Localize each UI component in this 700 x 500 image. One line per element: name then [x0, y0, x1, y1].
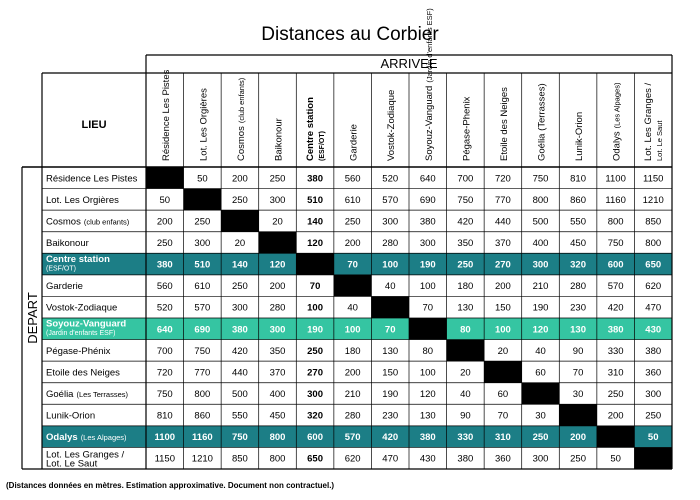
distance-cell: 570	[344, 432, 361, 444]
distance-cell: 100	[494, 324, 511, 336]
distance-cell: 370	[269, 367, 286, 379]
row-label	[46, 389, 129, 400]
distance-cell: 280	[344, 410, 361, 422]
distance-cell: 70	[422, 302, 434, 314]
row-label-main: Cosmos	[46, 216, 81, 228]
row-label-main: Odalys	[46, 432, 78, 444]
distance-cell: 420	[457, 216, 474, 228]
distance-cell: 270	[494, 259, 511, 271]
distance-cell: 750	[156, 389, 173, 400]
distance-cell: 250	[457, 259, 474, 271]
distance-cell: 610	[344, 194, 361, 206]
distance-cell: 230	[570, 302, 587, 314]
distance-cell: 130	[570, 324, 587, 336]
row-label-sub: (ESF/OT)	[46, 265, 76, 273]
distance-cell: 30	[535, 410, 546, 422]
row-label: Soyouz-Vanguard	[46, 318, 127, 330]
row-label-main: Résidence Les Pistes	[46, 173, 138, 185]
diagonal-cell	[334, 275, 372, 297]
distance-cell: 50	[610, 453, 621, 465]
diagonal-cell	[146, 167, 184, 189]
distance-cell: 100	[307, 302, 324, 314]
distance-cell: 280	[269, 302, 286, 314]
distance-cell: 100	[419, 367, 436, 379]
distance-cell: 300	[419, 238, 436, 249]
distance-cell: 250	[194, 216, 211, 228]
row-label	[46, 238, 89, 249]
column-header-sub: (Les Alpages)	[612, 82, 622, 129]
distance-cell: 200	[494, 281, 511, 293]
distance-cell: 860	[194, 410, 211, 422]
distance-cell: 300	[532, 453, 549, 465]
page-title: Distances au Corbier	[261, 24, 439, 45]
distance-cell: 800	[194, 389, 211, 400]
diagonal-cell	[371, 296, 409, 318]
diagonal-cell	[447, 340, 485, 362]
diagonal-cell	[409, 318, 447, 340]
distance-cell: 200	[156, 216, 173, 228]
distance-cell: 300	[231, 302, 248, 314]
distance-cell: 350	[457, 238, 474, 249]
distance-cell: 100	[419, 281, 436, 293]
distance-cell: 100	[382, 259, 399, 271]
distance-cell: 250	[307, 345, 324, 357]
distance-cell: 1100	[154, 432, 176, 444]
column-header	[386, 90, 397, 161]
distance-cell: 200	[344, 238, 361, 249]
distance-cell: 100	[344, 324, 361, 336]
distance-cell: 80	[460, 324, 471, 336]
column-header	[305, 97, 326, 161]
row-label-sub: (Les Alpages)	[80, 433, 127, 443]
diagonal-cell	[597, 426, 635, 448]
column-header-main: Soyouz-Vanguard	[423, 85, 435, 161]
distance-cell: 70	[497, 410, 509, 422]
row-label	[46, 173, 138, 184]
distance-cell: 570	[194, 302, 211, 314]
distance-cell: 770	[494, 194, 511, 206]
distance-cell: 270	[307, 367, 324, 379]
distance-cell: 300	[532, 259, 549, 271]
column-header	[537, 83, 548, 161]
column-header	[198, 88, 209, 161]
distance-cell: 720	[494, 173, 511, 185]
column-header-main: Lot. Les Granges /	[643, 82, 655, 161]
distance-cell: 40	[384, 281, 396, 293]
distance-cell: 360	[645, 367, 662, 379]
distance-cell: 300	[307, 389, 324, 400]
distance-cell: 1210	[191, 453, 213, 465]
distance-cell: 430	[645, 324, 662, 336]
distance-cell: 150	[494, 302, 511, 314]
distance-cell: 550	[231, 410, 248, 422]
distance-cell: 620	[645, 281, 662, 293]
distance-cell: 720	[156, 367, 173, 379]
distance-cell: 50	[197, 173, 208, 185]
distance-cell: 620	[344, 453, 361, 465]
distance-cell: 420	[607, 302, 624, 314]
distance-cell: 180	[457, 281, 474, 293]
distance-cell: 800	[607, 216, 624, 228]
distance-cell: 370	[494, 238, 511, 249]
distance-cell: 190	[419, 259, 436, 271]
distance-cell: 120	[269, 259, 286, 271]
column-header-sub: (ESF/OT)	[319, 131, 327, 161]
distance-cell: 300	[194, 238, 211, 249]
column-header	[349, 124, 360, 161]
distance-cell: 690	[419, 194, 436, 206]
distance-cell: 250	[645, 410, 662, 422]
row-label-main: Lunik-Orion	[46, 410, 96, 422]
distance-cell: 860	[570, 194, 587, 206]
distance-cell: 850	[231, 453, 248, 465]
distance-cell: 130	[419, 410, 436, 422]
distance-cell: 250	[231, 281, 248, 293]
distance-cell: 470	[382, 453, 399, 465]
distance-cell: 310	[607, 367, 624, 379]
distance-cell: 520	[382, 173, 399, 185]
distance-cell: 130	[457, 302, 474, 314]
distance-cell: 380	[645, 345, 662, 357]
distance-cell: 350	[269, 345, 286, 357]
distance-cell: 750	[194, 345, 211, 357]
distance-cell: 800	[645, 238, 662, 249]
diagonal-cell	[522, 383, 560, 405]
distance-cell: 380	[419, 216, 436, 228]
row-label-main: Etoile des Neiges	[46, 367, 120, 379]
distance-cell: 360	[494, 453, 511, 465]
diagonal-cell	[221, 210, 259, 232]
distance-cell: 140	[307, 216, 324, 228]
distance-cell: 550	[570, 216, 587, 228]
column-header-main: Goélia (Terrasses)	[536, 83, 548, 161]
distance-cell: 120	[532, 324, 549, 336]
distance-cell: 1160	[192, 432, 213, 444]
footnote: (Distances données en mètres. Estimation approximative. Document non contractuel.)	[6, 481, 335, 490]
distance-cell: 90	[460, 410, 471, 422]
column-header-main: Etoile des Neiges	[498, 87, 510, 161]
distance-cell: 200	[269, 281, 286, 293]
distance-cell: 640	[156, 324, 173, 336]
distance-cell: 400	[269, 389, 286, 400]
distance-cell: 1160	[605, 194, 626, 206]
distance-cell: 250	[344, 216, 361, 228]
distance-cell: 50	[647, 432, 659, 444]
distance-cell: 200	[344, 367, 361, 379]
distance-cell: 200	[231, 173, 248, 185]
row-label-main: Goélia	[46, 389, 74, 400]
row-label-main: Lot. Les Orgières	[46, 194, 119, 206]
distance-cell: 800	[532, 194, 549, 206]
depart-label: DEPART	[25, 292, 40, 344]
distance-cell: 70	[384, 324, 396, 336]
diagonal-cell	[259, 232, 297, 254]
distance-cell: 440	[494, 216, 511, 228]
distance-cell: 1210	[642, 194, 664, 206]
distance-cell: 300	[645, 389, 662, 400]
distance-cell: 300	[269, 194, 286, 206]
distance-cell: 470	[645, 302, 662, 314]
distance-cell: 750	[532, 173, 549, 185]
column-header-main: Vostok-Zodiaque	[386, 89, 398, 161]
column-header	[424, 8, 435, 161]
distance-cell: 380	[419, 432, 436, 444]
distance-cell: 200	[607, 410, 624, 422]
distance-cell: 70	[309, 281, 321, 293]
distance-cell: 280	[570, 281, 587, 293]
row-label-main: Pégase-Phénix	[46, 345, 111, 357]
distance-cell: 190	[532, 302, 549, 314]
column-header	[499, 87, 510, 161]
distance-cell: 320	[570, 259, 587, 271]
distance-cell: 610	[194, 281, 211, 293]
diagonal-cell	[484, 361, 522, 383]
distance-cell: 420	[382, 432, 399, 444]
distance-cell: 1150	[642, 173, 664, 185]
row-label	[46, 346, 111, 357]
distance-cell: 520	[156, 302, 173, 314]
distance-cell: 500	[231, 389, 248, 400]
distance-cell: 250	[269, 173, 286, 185]
distance-cell: 60	[497, 389, 509, 400]
distance-cell: 190	[382, 389, 399, 400]
distance-cell: 690	[194, 324, 211, 336]
distance-cell: 640	[419, 173, 436, 185]
column-header-main: Centre station	[305, 97, 317, 161]
distance-cell: 70	[347, 259, 358, 271]
distance-cell: 70	[572, 367, 584, 379]
distance-cell: 140	[231, 259, 248, 271]
distance-cell: 380	[607, 324, 624, 336]
column-header	[643, 82, 664, 161]
distance-cell: 500	[532, 216, 549, 228]
distance-cell: 1100	[605, 173, 626, 185]
distance-cell: 600	[607, 259, 624, 271]
distance-cell: 330	[457, 432, 474, 444]
distance-cell: 120	[307, 238, 324, 249]
row-label-main: Garderie	[46, 281, 83, 293]
distance-cell: 440	[231, 367, 248, 379]
distance-cell: 810	[570, 173, 587, 185]
distance-cell: 800	[269, 432, 286, 444]
distance-cell: 20	[497, 345, 509, 357]
column-header	[236, 77, 247, 161]
distance-cell: 210	[532, 281, 549, 293]
distance-cell: 30	[572, 389, 584, 400]
distance-cell: 190	[307, 324, 324, 336]
distance-cell: 430	[419, 453, 436, 465]
distance-cell: 250	[156, 238, 173, 249]
distance-cell: 650	[645, 259, 662, 271]
distance-cell: 750	[231, 432, 248, 444]
diagonal-cell	[184, 189, 222, 211]
distance-cell: 310	[494, 432, 511, 444]
distance-cell: 400	[532, 238, 549, 249]
distance-cell: 650	[307, 453, 324, 465]
column-header-sub: Lot. Le Saut	[655, 120, 665, 161]
diagonal-cell	[634, 447, 672, 469]
distance-cell: 200	[570, 432, 587, 444]
distance-cell: 40	[535, 345, 546, 357]
row-label-line2: Lot. Le Saut	[46, 458, 98, 470]
distance-cell: 320	[307, 410, 324, 422]
column-header-main: Baikonour	[273, 118, 285, 161]
distance-cell: 800	[269, 453, 286, 465]
distance-cell: 750	[457, 194, 474, 206]
distance-cell: 20	[234, 238, 246, 249]
distance-cell: 210	[344, 389, 361, 400]
distance-cell: 450	[570, 238, 587, 249]
column-header	[161, 69, 172, 161]
distance-cell: 330	[607, 345, 624, 357]
lieu-label: LIEU	[81, 119, 107, 131]
row-label	[46, 195, 119, 206]
row-label	[46, 432, 127, 443]
distance-cell: 600	[307, 432, 324, 444]
distance-cell: 560	[156, 281, 173, 293]
distance-cell: 380	[231, 324, 248, 336]
distance-cell: 250	[607, 389, 624, 400]
diagonal-cell	[559, 404, 597, 426]
distance-cell: 700	[156, 345, 173, 357]
distance-cell: 380	[307, 173, 324, 185]
distance-cell: 560	[344, 173, 361, 185]
row-label	[46, 303, 117, 314]
distance-cell: 250	[532, 432, 549, 444]
row-label-sub: (Jardin d'enfants ESF)	[46, 330, 116, 337]
column-header	[461, 96, 472, 161]
distance-cell: 150	[382, 367, 399, 379]
distance-cell: 130	[382, 345, 399, 357]
distance-cell: 50	[159, 194, 171, 206]
distance-cell: 300	[382, 216, 399, 228]
distance-cell: 230	[382, 410, 399, 422]
distance-cell: 380	[156, 259, 173, 271]
distance-cell: 40	[460, 389, 471, 400]
distance-cell: 420	[231, 345, 248, 357]
row-label-main: Vostok-Zodiaque	[46, 302, 118, 314]
distance-cell: 40	[347, 302, 358, 314]
column-header-main: Résidence Les Pistes	[160, 69, 172, 161]
distance-cell: 60	[535, 367, 546, 379]
column-header-main: Lot. Les Orgières	[198, 88, 210, 161]
distance-cell: 810	[156, 410, 173, 422]
column-header-sub: (Jardin d'enfants ESF)	[424, 8, 434, 83]
diagonal-cell	[296, 253, 334, 275]
column-header-main: Lunik-Orion	[574, 111, 586, 161]
distance-cell: 90	[572, 345, 584, 357]
row-label: Lot. Les Granges /	[46, 449, 125, 461]
distance-cell: 120	[419, 389, 436, 400]
distance-cell: 280	[382, 238, 399, 249]
distance-cell: 380	[457, 453, 474, 465]
row-label	[46, 411, 95, 422]
column-header-main: Cosmos	[235, 126, 247, 161]
distance-cell: 180	[344, 345, 361, 357]
row-label-sub: (club enfants)	[83, 217, 130, 227]
distance-cell: 510	[194, 259, 211, 271]
row-label: Centre station	[46, 253, 110, 265]
row-label-main: Baikonour	[46, 238, 89, 249]
distance-cell: 20	[460, 367, 471, 379]
distance-cell: 1150	[154, 453, 176, 465]
distance-cell: 250	[570, 453, 587, 465]
distance-cell: 80	[422, 345, 434, 357]
column-header	[612, 82, 623, 161]
row-label-sub: (Les Terrasses)	[76, 390, 129, 399]
row-label	[46, 281, 83, 292]
column-header	[274, 118, 285, 161]
row-label	[46, 216, 130, 227]
column-header-sub: (club enfants)	[236, 77, 246, 124]
distance-cell: 850	[645, 216, 662, 228]
distance-cell: 750	[607, 238, 624, 249]
distance-cell: 20	[272, 216, 283, 228]
arrivee-label: ARRIVEE	[380, 56, 438, 71]
distance-cell: 510	[307, 194, 324, 206]
distance-cell: 570	[607, 281, 624, 293]
row-label	[46, 367, 120, 378]
distance-cell: 300	[269, 324, 286, 336]
distance-cell: 450	[269, 410, 286, 422]
column-header-main: Garderie	[348, 124, 360, 161]
distance-cell: 700	[457, 173, 474, 185]
column-header-main: Odalys	[611, 131, 623, 161]
distance-cell: 570	[382, 194, 399, 206]
column-header-main: Pégase-Phenix	[461, 96, 473, 161]
column-header	[574, 112, 585, 161]
distance-cell: 770	[194, 367, 211, 379]
distance-cell: 250	[231, 194, 248, 206]
